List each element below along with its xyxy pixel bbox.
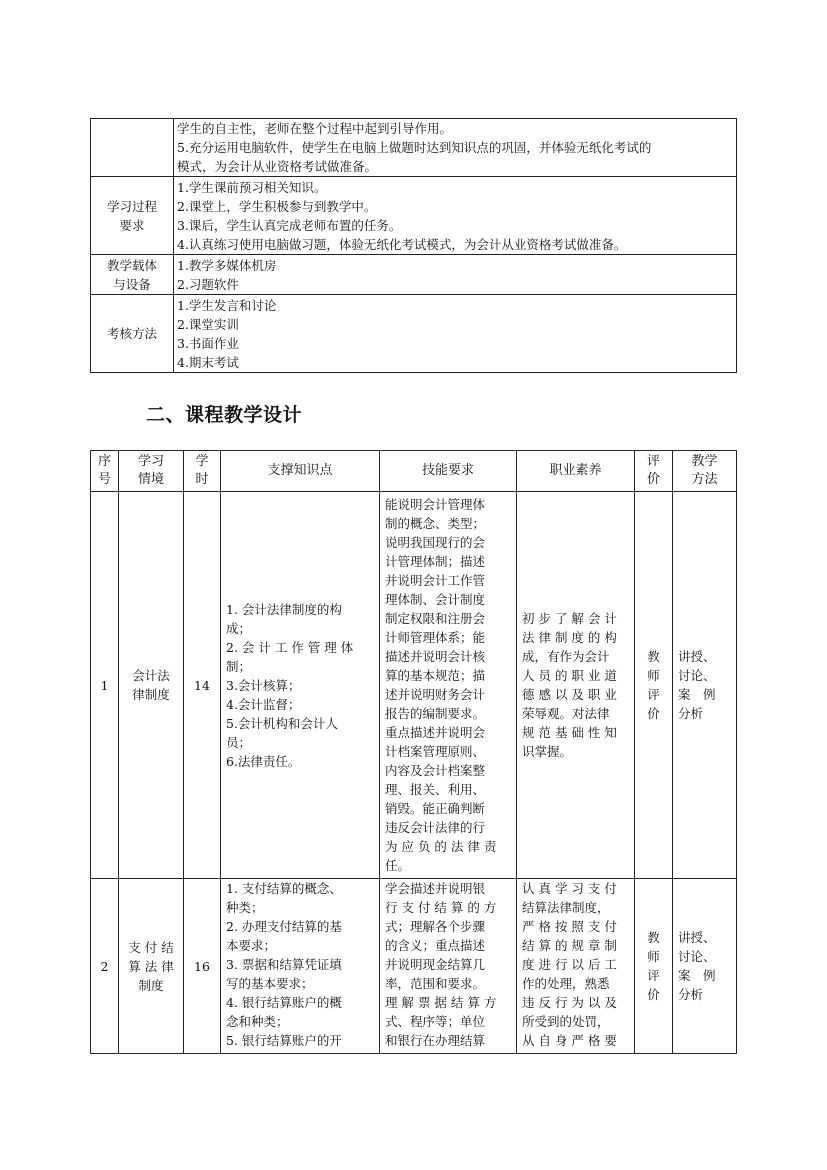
- skill-requirement-line: 算的基本规范；描: [385, 668, 486, 683]
- requirements-row: [91, 119, 737, 177]
- column-header: [380, 451, 517, 492]
- learning-situation-line: 算 法 律: [128, 958, 174, 974]
- skill-requirement-line: 重点描述并说明会: [385, 725, 486, 740]
- knowledge-point-line: 本要求；: [226, 938, 277, 953]
- row-content-line: 3.书面作业: [177, 335, 239, 351]
- professional-literacy-line: 规 范 基 础 性 知: [522, 725, 617, 740]
- skill-requirement-line: 理体制、会计制度: [385, 592, 486, 607]
- evaluation-line: 师: [647, 668, 660, 683]
- course-design-body: [91, 451, 737, 1054]
- skill-requirement-line: 为 应 负 的 法 律 责: [385, 839, 497, 854]
- row-content-line: 5.充分运用电脑软件，使学生在电脑上做题时达到知识点的巩固，并体验无纸化考试的: [177, 140, 652, 155]
- skill-requirement-line: 的含义；重点描述: [385, 938, 486, 953]
- row-content-line: 模式，为会计从业资格考试做准备。: [177, 159, 378, 174]
- evaluation-line: 评: [647, 968, 660, 983]
- skill-requirements: [380, 879, 517, 1054]
- skill-requirement-line: 内容及会计档案整: [385, 763, 486, 778]
- column-header-line: 评: [646, 454, 660, 469]
- evaluation-line: 价: [647, 987, 660, 1002]
- skill-requirements: [380, 492, 517, 879]
- column-header-line: 学习: [137, 454, 164, 469]
- requirements-row: [91, 255, 737, 295]
- skill-requirement-line: 述并说明财务会计: [385, 687, 486, 702]
- professional-literacy-line: 成，有作为会计: [522, 649, 610, 664]
- row-content: [174, 119, 737, 177]
- course-requirements-body: [91, 119, 737, 373]
- professional-literacy-line: 人 员 的 职 业 道: [522, 668, 617, 683]
- column-header-line: 时: [195, 472, 209, 487]
- column-header-line: 序: [97, 454, 111, 469]
- evaluation: [635, 879, 673, 1054]
- row-label-line: 要求: [119, 217, 145, 233]
- skill-requirement-line: 能说明会计管理体: [385, 497, 486, 512]
- table-row: [91, 879, 737, 1054]
- skill-requirement-line: 报告的编制要求。: [385, 706, 486, 721]
- teaching-method-line: 分析: [678, 987, 704, 1002]
- professional-literacy-line: 严 格 按 照 支 付: [522, 919, 617, 934]
- professional-literacy-line: 结算法律制度，: [522, 900, 610, 915]
- professional-literacy-line: 认 真 学 习 支 付: [522, 881, 617, 896]
- skill-requirement-line: 销毁。能正确判断: [385, 801, 486, 816]
- row-content-line: 4.期末考试: [177, 354, 239, 370]
- row-number-text: 1: [100, 677, 109, 693]
- teaching-method-line: 讲授、: [678, 649, 716, 664]
- class-hours-text: 16: [194, 958, 210, 974]
- knowledge-point-line: 4. 银行结算账户的概: [226, 995, 342, 1010]
- row-label-line: 与设备: [113, 276, 151, 292]
- row-content-line: 1.学生发言和讨论: [177, 297, 277, 313]
- skill-requirement-line: 制的概念、类型；: [385, 516, 486, 531]
- skill-requirement-line: 并说明现金结算几: [385, 957, 486, 972]
- column-header-line: 号: [97, 472, 111, 487]
- professional-literacy: [517, 492, 635, 879]
- professional-literacy-line: 从 自 身 严 格 要: [522, 1033, 617, 1048]
- knowledge-point-line: 1. 支付结算的概念、: [226, 881, 342, 896]
- skill-requirement-line: 并说明会计工作管: [385, 573, 486, 588]
- skill-requirement-line: 理、报关、利用、: [385, 782, 486, 797]
- row-label-line: 考核方法: [106, 326, 157, 341]
- professional-literacy-line: 法 律 制 度 的 构: [522, 630, 617, 645]
- row-content: [174, 177, 737, 255]
- learning-situation-line: 律制度: [132, 687, 170, 702]
- skill-requirement-line: 任。: [385, 858, 411, 873]
- evaluation: [635, 492, 673, 879]
- table-header-row: [91, 451, 737, 492]
- learning-situation: [119, 879, 184, 1054]
- skill-requirement-line: 学会描述并说明银: [385, 881, 486, 896]
- column-header: [673, 451, 737, 492]
- professional-literacy: [517, 879, 635, 1054]
- requirements-row: [91, 177, 737, 255]
- row-content-line: 学生的自主性，老师在整个过程中起到引导作用。: [177, 121, 453, 136]
- requirements-row: [91, 295, 737, 373]
- row-label: [91, 295, 174, 373]
- row-content-line: 2.课堂上，学生积极参与到教学中。: [177, 198, 377, 214]
- skill-requirement-line: 率，范围和要求。: [385, 976, 486, 991]
- row-number-text: 2: [100, 958, 109, 974]
- teaching-method-line: 案 例: [678, 687, 716, 702]
- row-content-line: 2.习题软件: [177, 276, 239, 292]
- knowledge-point-line: 种类；: [226, 900, 264, 915]
- skill-requirement-line: 制定权限和注册会: [385, 611, 486, 626]
- course-design-table: [90, 450, 737, 1054]
- column-header: [517, 451, 635, 492]
- skill-requirement-line: 式、程序等；单位: [385, 1014, 486, 1029]
- row-content: [174, 255, 737, 295]
- class-hours: [184, 879, 221, 1054]
- column-header: [635, 451, 673, 492]
- learning-situation-line: 制度: [138, 977, 164, 993]
- professional-literacy-line: 违 反 行 为 以 及: [522, 995, 617, 1010]
- knowledge-point-line: 5. 银行结算账户的开: [226, 1033, 342, 1048]
- teaching-method-line: 讨论、: [678, 949, 716, 964]
- skill-requirement-line: 说明我国现行的会: [385, 535, 486, 550]
- professional-literacy-line: 德 感 以 及 职 业: [522, 687, 617, 702]
- learning-situation: [119, 492, 184, 879]
- teaching-method: [673, 879, 737, 1054]
- row-content-line: 2.课堂实训: [177, 316, 239, 332]
- skill-requirement-line: 违反会计法律的行: [385, 820, 486, 835]
- knowledge-points: [221, 879, 380, 1054]
- row-content-line: 1.教学多媒体机房: [177, 257, 277, 273]
- table-row: [91, 492, 737, 879]
- skill-requirement-line: 描述并说明会计核: [385, 649, 486, 664]
- evaluation-line: 教: [647, 649, 660, 664]
- professional-literacy-line: 作的处理，熟悉: [522, 976, 610, 991]
- column-header: [91, 451, 119, 492]
- evaluation-line: 教: [647, 930, 660, 945]
- knowledge-point-line: 1. 会计法律制度的构: [226, 601, 342, 617]
- teaching-method-line: 案 例: [678, 968, 716, 983]
- column-header: [119, 451, 184, 492]
- class-hours: [184, 492, 221, 879]
- skill-requirement-line: 和银行在办理结算: [385, 1033, 486, 1048]
- learning-situation-line: 会计法: [132, 668, 170, 683]
- skill-requirement-line: 计档案管理原则、: [385, 744, 486, 759]
- column-header-line: 支撑知识点: [267, 463, 333, 478]
- professional-literacy-line: 荣辱观。对法律: [522, 706, 610, 721]
- column-header-line: 情境: [137, 472, 164, 487]
- row-content: [174, 295, 737, 373]
- row-content-line: 4.认真练习使用电脑做习题，体验无纸化考试模式，为会计从业资格考试做准备。: [177, 236, 627, 252]
- row-label-line: 教学载体: [106, 257, 157, 273]
- skill-requirement-line: 行 支 付 结 算 的 方: [385, 900, 497, 915]
- knowledge-point-line: 员；: [226, 734, 252, 750]
- section-title: 二、课程教学设计: [146, 404, 303, 426]
- row-number: [91, 492, 119, 879]
- skill-requirement-line: 理 解 票 据 结 算 方: [385, 995, 497, 1010]
- professional-literacy-line: 初 步 了 解 会 计: [522, 611, 617, 626]
- skill-requirement-line: 计师管理体系；能: [385, 630, 486, 645]
- professional-literacy-line: 所受到的处罚，: [522, 1014, 610, 1029]
- teaching-method-line: 分析: [678, 706, 704, 721]
- class-hours-text: 14: [194, 677, 210, 693]
- row-label-line: 学习过程: [106, 198, 157, 214]
- teaching-method-line: 讨论、: [678, 668, 716, 683]
- professional-literacy-line: 结 算 的 规 章 制: [522, 938, 617, 953]
- row-content-line: 1.学生课前预习相关知识。: [177, 179, 327, 195]
- column-header-line: 技能要求: [421, 463, 474, 478]
- column-header-line: 方法: [691, 472, 718, 487]
- skill-requirement-line: 计管理体制；描述: [385, 554, 486, 569]
- row-label: [91, 255, 174, 295]
- row-number: [91, 879, 119, 1054]
- evaluation-line: 师: [647, 949, 660, 964]
- evaluation-line: 价: [647, 706, 660, 721]
- column-header-line: 职业素养: [549, 463, 602, 478]
- knowledge-point-line: 4.会计监督；: [226, 696, 301, 712]
- teaching-method-line: 讲授、: [678, 930, 716, 945]
- row-label: [91, 119, 174, 177]
- knowledge-point-line: 2. 会 计 工 作 管 理 体: [226, 639, 354, 655]
- teaching-method: [673, 492, 737, 879]
- evaluation-line: 评: [647, 687, 660, 702]
- professional-literacy-line: 识掌握。: [522, 744, 573, 759]
- column-header-line: 价: [646, 472, 660, 487]
- course-requirements-table: [90, 118, 737, 373]
- knowledge-point-line: 写的基本要求；: [226, 976, 314, 991]
- knowledge-point-line: 6.法律责任。: [226, 753, 301, 769]
- professional-literacy-line: 度 进 行 以 后 工: [522, 957, 617, 972]
- knowledge-point-line: 2. 办理支付结算的基: [226, 919, 342, 934]
- knowledge-point-line: 制；: [226, 658, 252, 674]
- knowledge-point-line: 3. 票据和结算凭证填: [226, 957, 342, 972]
- knowledge-point-line: 3.会计核算；: [226, 677, 301, 693]
- knowledge-point-line: 成；: [226, 620, 252, 636]
- column-header: [184, 451, 221, 492]
- learning-situation-line: 支 付 结: [128, 939, 174, 955]
- column-header-line: 学: [195, 454, 209, 469]
- column-header: [221, 451, 380, 492]
- knowledge-point-line: 念和种类；: [226, 1014, 289, 1029]
- row-content-line: 3.课后，学生认真完成老师布置的任务。: [177, 217, 402, 233]
- knowledge-point-line: 5.会计机构和会计人: [226, 715, 338, 731]
- skill-requirement-line: 式；理解各个步骤: [385, 919, 486, 934]
- column-header-line: 教学: [691, 454, 718, 469]
- row-label: [91, 177, 174, 255]
- knowledge-points: [221, 492, 380, 879]
